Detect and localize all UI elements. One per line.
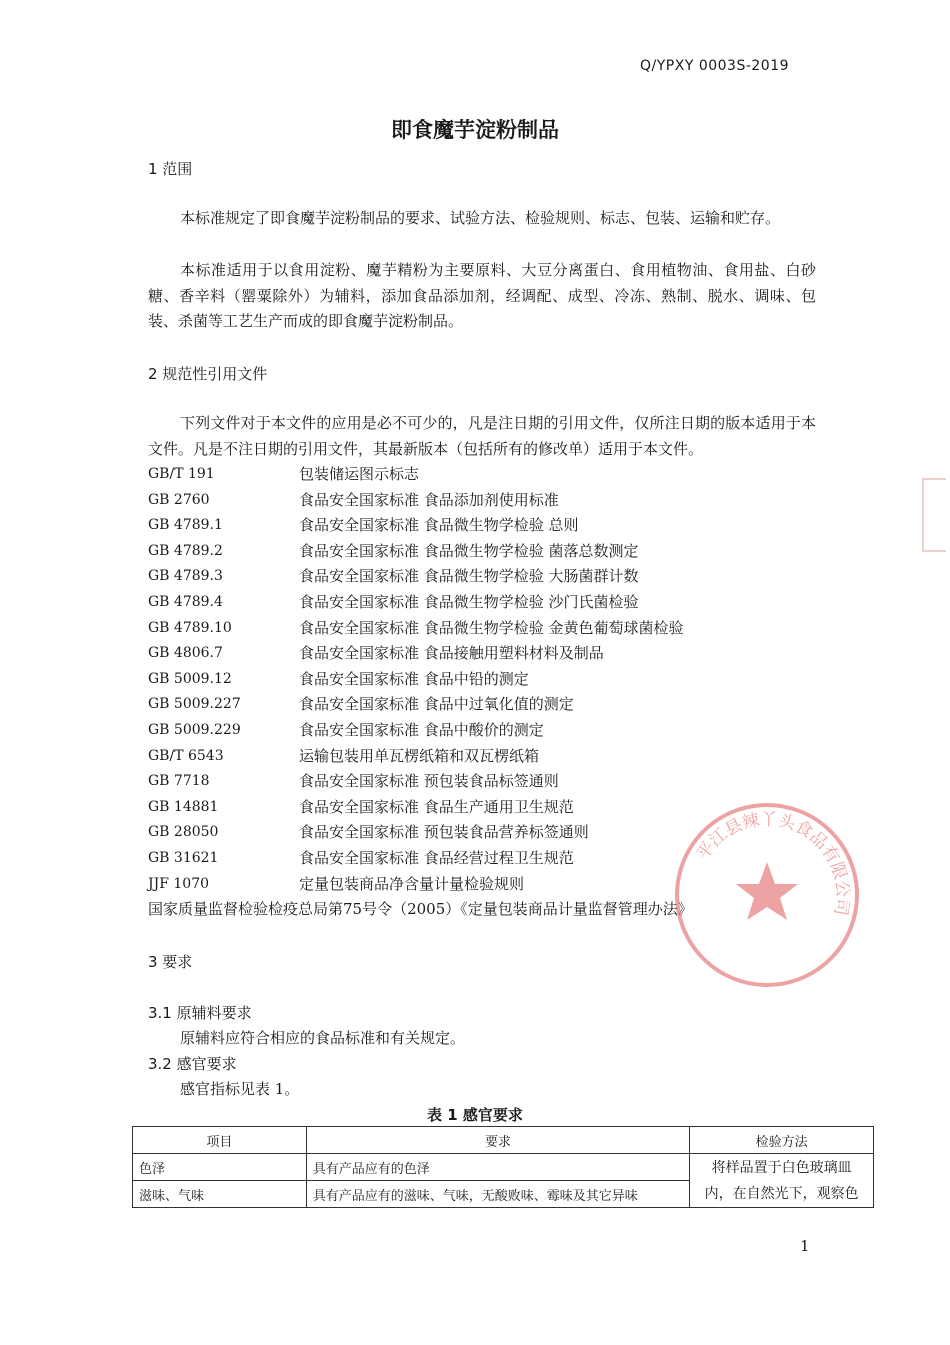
reference-row (148, 769, 693, 795)
reference-code: GB 31621 (148, 849, 219, 866)
reference-row (148, 795, 693, 821)
section-1-paragraph-1: 本标准规定了即食魔芋淀粉制品的要求、试验方法、检验规则、标志、包装、运输和贮存。 (180, 209, 781, 227)
reference-row (148, 539, 693, 565)
reference-list (148, 462, 693, 923)
seal-star-icon (736, 862, 798, 920)
section-2-heading: 2 规范性引用文件 (148, 365, 268, 383)
reference-row (148, 616, 693, 642)
reference-row (148, 744, 693, 770)
reference-code: JJF 1070 (148, 875, 210, 892)
reference-name: 食品安全国家标准 食品中过氧化值的测定 (299, 695, 574, 714)
reference-code: GB 7718 (148, 773, 210, 790)
reference-name: 食品安全国家标准 食品生产通用卫生规范 (299, 797, 574, 816)
reference-name: 食品安全国家标准 食品中酸价的测定 (299, 720, 544, 739)
reference-code: GB/T 191 (148, 466, 215, 482)
reference-code: GB 4789.4 (148, 593, 223, 610)
section-3-heading: 3 要求 (148, 953, 193, 971)
table-header-cell: 项目 (133, 1127, 307, 1154)
table-header-row (133, 1127, 874, 1154)
reference-code: GB/T 6543 (148, 747, 224, 764)
page-number: 1 (800, 1237, 810, 1255)
reference-name: 定量包装商品净含量计量检验规则 (299, 874, 525, 893)
reference-row (148, 718, 693, 744)
reference-code: GB 4789.10 (148, 619, 232, 636)
margin-stamp-mark (922, 478, 946, 552)
reference-row (148, 667, 693, 693)
document-title: 即食魔芋淀粉制品 (391, 118, 559, 142)
reference-name: 食品安全国家标准 食品微生物学检验 总则 (299, 516, 579, 535)
reference-row (148, 488, 693, 514)
reference-code: GB 14881 (148, 798, 219, 815)
reference-name: 食品安全国家标准 食品微生物学检验 菌落总数测定 (299, 541, 639, 560)
table-header-cell: 检验方法 (690, 1127, 874, 1154)
test-method-line: 内，在自然光下，观察色 (704, 1185, 859, 1202)
standard-code: Q/YPXY 0003S-2019 (640, 58, 790, 74)
table-cell: 色泽 (133, 1154, 307, 1181)
reference-code: GB 2760 (148, 491, 210, 508)
reference-row (148, 641, 693, 667)
table-1-caption: 表 1 感官要求 (427, 1106, 523, 1124)
reference-row (148, 872, 693, 898)
reference-name: 食品安全国家标准 食品微生物学检验 沙门氏菌检验 (299, 592, 639, 611)
reference-name: 运输包装用单瓦楞纸箱和双瓦楞纸箱 (299, 746, 540, 765)
reference-code: GB 28050 (148, 824, 219, 841)
sensory-requirements-table (132, 1126, 874, 1208)
section-1-heading: 1 范围 (148, 160, 193, 178)
table-cell: 具有产品应有的滋味、气味，无酸败味、霉味及其它异味 (306, 1181, 689, 1208)
reference-code: GB 5009.12 (148, 670, 232, 687)
section-3-2-heading: 3.2 感官要求 (148, 1055, 237, 1073)
reference-code: GB 4806.7 (148, 645, 223, 662)
table-header-cell: 要求 (306, 1127, 689, 1154)
reference-code: GB 5009.229 (148, 721, 241, 738)
reference-row (148, 820, 693, 846)
reference-name: 食品安全国家标准 食品微生物学检验 大肠菌群计数 (299, 567, 639, 586)
reference-name: 食品安全国家标准 食品微生物学检验 金黄色葡萄球菌检验 (299, 618, 684, 637)
table-row (133, 1154, 874, 1181)
table-cell: 滋味、气味 (133, 1181, 307, 1208)
section-3-1-text: 原辅料应符合相应的食品标准和有关规定。 (180, 1029, 466, 1047)
reference-name: 食品安全国家标准 食品中铅的测定 (299, 669, 529, 688)
table-cell: 具有产品应有的色泽 (306, 1154, 689, 1181)
section-3-1-heading: 3.1 原辅料要求 (148, 1004, 252, 1022)
section-1-paragraph-2: 本标准适用于以食用淀粉、魔芋精粉为主要原料、大豆分离蛋白、食用植物油、食用盐、白砂糖、香辛料（罂粟除外）为辅料，添加食品添加剂，经调配、成型、冷冻、熟制、脱水、调味、包装、杀菌等工艺生产而成的即食魔芋淀粉制品。 (148, 261, 816, 331)
section-3-2-text: 感官指标见表 1。 (180, 1080, 300, 1098)
section-2-intro: 下列文件对于本文件的应用是必不可少的，凡是注日期的引用文件，仅所注日期的版本适用于本文件。凡是不注日期的引用文件，其最新版本（包括所有的修改单）适用于本文件。 (148, 414, 816, 458)
reference-code: GB 4789.2 (148, 542, 223, 559)
reference-row (148, 462, 693, 488)
reference-code: GB 5009.227 (148, 696, 241, 713)
reference-name: 食品安全国家标准 预包装食品标签通则 (299, 772, 559, 791)
reference-name: 食品安全国家标准 食品添加剂使用标准 (299, 490, 559, 509)
reference-row (148, 564, 693, 590)
reference-row (148, 513, 693, 539)
seal-text: 平江县辣丫头食品有限公司 (693, 809, 853, 917)
test-method-cell (690, 1154, 874, 1208)
reference-name: 食品安全国家标准 食品接触用塑料材料及制品 (299, 644, 604, 663)
reference-note: 国家质量监督检验检疫总局第75号令（2005）《定量包装商品计量监督管理办法》 (148, 900, 693, 919)
company-seal-stamp (672, 800, 862, 990)
reference-name: 包装储运图示标志 (299, 465, 420, 483)
reference-code: GB 4789.3 (148, 568, 223, 585)
reference-row (148, 846, 693, 872)
reference-name: 食品安全国家标准 预包装食品营养标签通则 (299, 823, 589, 842)
reference-name: 食品安全国家标准 食品经营过程卫生规范 (299, 848, 574, 867)
reference-code: GB 4789.1 (148, 517, 223, 534)
reference-row (148, 590, 693, 616)
test-method-line: 将样品置于白色玻璃皿 (711, 1159, 852, 1176)
reference-row (148, 692, 693, 718)
